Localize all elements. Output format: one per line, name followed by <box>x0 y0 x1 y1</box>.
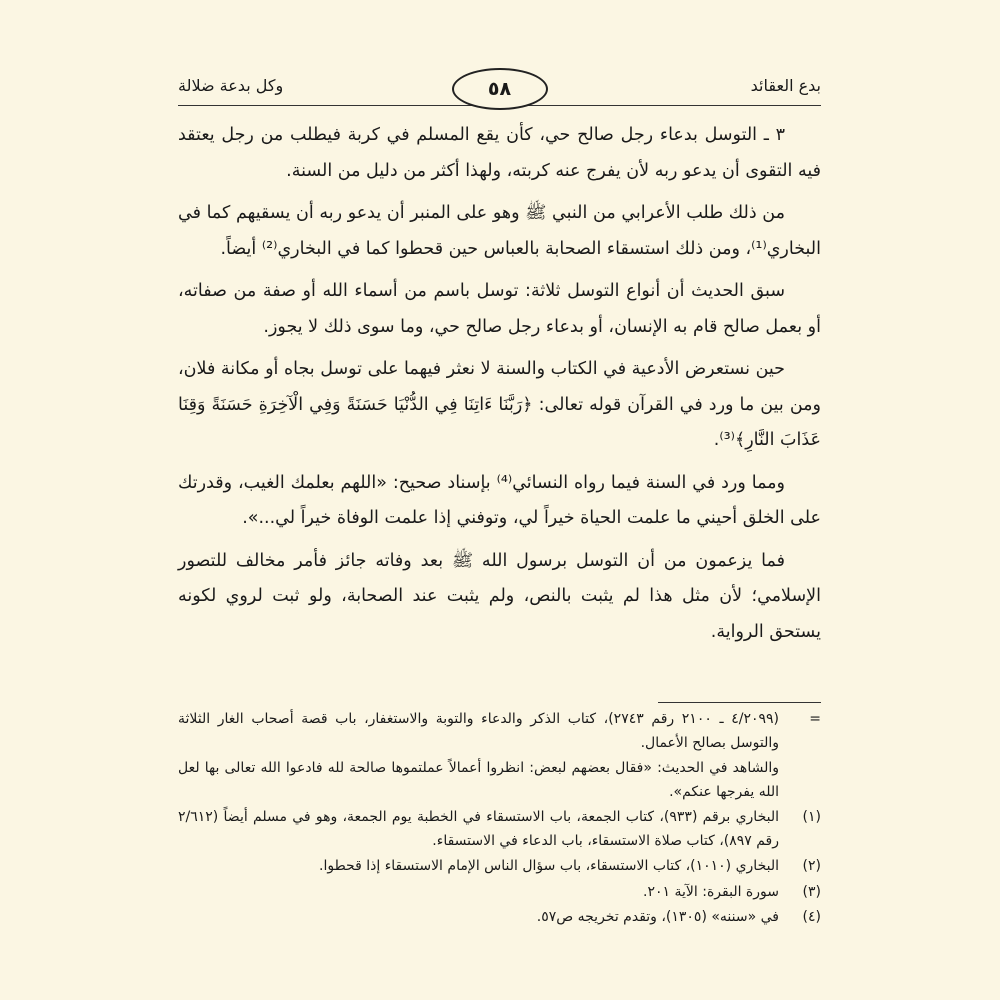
footnote-marker: (٣) <box>802 883 821 900</box>
footnote-marker: (١) <box>802 809 821 825</box>
header-book-title: بدع العقائد <box>750 76 821 95</box>
footnotes <box>178 708 821 932</box>
main-text <box>178 118 821 657</box>
footnote <box>178 906 821 930</box>
footnote <box>178 806 821 853</box>
paragraph: من ذلك طلب الأعرابي من النبي ﷺ وهو على المنبر أن يدعو ربه أن يسقيهم كما في البخاري⁽¹⁾، ومن ذلك استسقاء الصحابة بالعباس حين قحطوا كما في البخاري⁽²⁾ أيضاً. <box>178 203 821 259</box>
paragraph: حين نستعرض الأدعية في الكتاب والسنة لا نعثر فيهما على توسل بجاه أو مكانة فلان، ومن بين ما ورد في القرآن قوله تعالى: ﴿رَبَّنَا ءَاتِنَا فِي الدُّنْيَا حَسَنَةً وَفِي الْآخِرَةِ حَسَنَةً وَقِنَا عَذَابَ النَّارِ﴾⁽³⁾. <box>178 359 821 450</box>
footnote-text: (٤/٢٠٩٩ ـ ٢١٠٠ رقم ٢٧٤٣)، كتاب الذكر والدعاء والتوبة والاستغفار، باب قصة أصحاب الغار الثلاثة والتوسل بصالح الأعمال. <box>178 711 780 751</box>
footnote-text: البخاري (١٠١٠)، كتاب الاستسقاء، باب سؤال الناس الإمام الاستسقاء إذا قحطوا. <box>319 858 779 874</box>
header-chapter-title: وكل بدعة ضلالة <box>178 76 284 95</box>
paragraph: فما يزعمون من أن التوسل برسول الله ﷺ بعد وفاته جائز فأمر مخالف للتصور الإسلامي؛ لأن مثل هذا لم يثبت بالنص، ولم يثبت عند الصحابة، ولو ثبت لروي لكونه يستحق الرواية. <box>178 550 821 642</box>
footnote-marker: (٤) <box>802 909 821 925</box>
footnote-marker: = <box>809 711 821 727</box>
footnote-marker: (٢) <box>802 858 821 874</box>
footnote-marker <box>779 757 821 804</box>
page-number-badge: ٥٨ <box>452 68 548 110</box>
paragraph: سبق الحديث أن أنواع التوسل ثلاثة: توسل باسم من أسماء الله أو صفة من صفاته، أو بعمل صالح قام به الإنسان، أو بدعاء رجل صالح حي، وما سوى ذلك لا يجوز. <box>178 281 821 337</box>
footnote <box>178 757 821 804</box>
footnote <box>178 708 821 755</box>
footnote-text: سورة البقرة: الآية ٢٠١. <box>643 883 779 900</box>
paragraph: ٣ ـ التوسل بدعاء رجل صالح حي، كأن يقع المسلم في كربة فيطلب من رجل يعتقد فيه التقوى أن يدعو ربه لأن يفرج عنه كربته، ولهذا أكثر من دليل من السنة. <box>178 125 821 181</box>
footnote-text: والشاهد في الحديث: «فقال بعضهم لبعض: انظروا أعمالاً عملتموها صالحة لله فادعوا الله تعالى بها لعل الله يفرجها عنكم». <box>178 760 779 800</box>
paragraph: ومما ورد في السنة فيما رواه النسائي⁽⁴⁾ بإسناد صحيح: «اللهم بعلمك الغيب، وقدرتك على الخلق أحيني ما علمت الحياة خيراً لي، وتوفني إذا علمت الوفاة خيراً لي...». <box>178 472 821 528</box>
footnote-separator <box>658 702 821 703</box>
running-header <box>178 68 821 108</box>
footnote-text: البخاري برقم (٩٣٣)، كتاب الجمعة، باب الاستسقاء في الخطبة يوم الجمعة، وهو في مسلم أيضاً (٢/٦١٢ رقم ٨٩٧)، كتاب صلاة الاستسقاء، باب الدعاء في الاستسقاء. <box>178 809 779 849</box>
footnote <box>178 881 821 905</box>
footnote <box>178 855 821 879</box>
footnote-text: في «سننه» (١٣٠٥)، وتقدم تخريجه ص٥٧. <box>536 909 779 925</box>
